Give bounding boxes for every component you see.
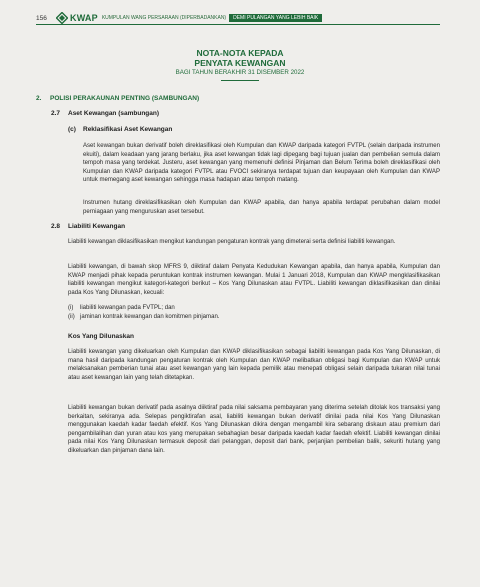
title-subtitle: BAGI TAHUN BERAKHIR 31 DISEMBER 2022 <box>175 69 305 76</box>
heading-text: Aset Kewangan (sambungan) <box>68 110 160 117</box>
title-line-2: PENYATA KEWANGAN <box>194 58 286 68</box>
exceptions-list <box>68 304 440 321</box>
heading-text: Liabiliti Kewangan <box>68 223 126 230</box>
page-title-block <box>0 48 480 81</box>
paragraph-mfrs9: Liabiliti kewangan, di bawah skop MFRS 9, diiktiraf dalam Penyata Kedudukan Kewangan apabila, dan hanya apabila, Kumpulan dan KWAP menjadi pihak kepada peruntukan kontrak instrumen kewangan. Mulai 1 Januari 2018, Kumpulan dan KWAP mengklasifikasikan liabiliti kewangan mengikut kategori-kategori berikut – Kos Yang Dilunaskan atau FVTPL. Liabiliti kewangan diklasifikasikan dan dinilai pada Kos Yang Dilunaskan, kecuali: <box>68 264 440 296</box>
heading-2-8 <box>51 223 125 232</box>
title-line-1: NOTA-NOTA KEPADA <box>196 48 284 58</box>
kwap-logo-icon <box>56 12 68 24</box>
page-header <box>36 11 322 25</box>
section-number: 2. <box>36 95 42 102</box>
subheading-amortised-cost: Kos Yang Dilunaskan <box>68 333 134 340</box>
list-item <box>68 313 440 322</box>
list-item <box>68 304 440 313</box>
kwap-logo <box>56 12 98 24</box>
logo-text: KWAP <box>70 13 98 23</box>
list-text: liabiliti kewangan pada FVTPL; dan <box>80 305 175 311</box>
paragraph-liability-classification: Liabiliti kewangan diklasifikasikan mengikut kandungan pengaturan kontrak yang dimeterai serta definisi liabiliti kewangan. <box>68 239 396 245</box>
subheading-c <box>68 126 172 135</box>
list-marker: (i) <box>68 305 74 311</box>
title-rule <box>221 80 259 81</box>
paragraph-amortised-cost: Liabiliti kewangan yang dikeluarkan oleh Kumpulan dan KWAP diklasifikasikan sebagai liabiliti kewangan pada Kos Yang Dilunaskan, di mana hasil daripada kandungan pengaturan kontrak oleh Kumpulan dan KWAP melibatkan obligasi bagi Kumpulan dan KWAP untuk melaksanakan pemberian tunai atau aset kewangan yang lain kepada pemilik atau menepati obligasi selain daripada tukaran nilai tunai atau aset kewangan lain yang telah ditetapkan. <box>68 349 440 381</box>
page-number: 156 <box>36 14 47 22</box>
subheading-label: (c) <box>68 126 76 133</box>
section-title: POLISI PERAKAUNAN PENTING (SAMBUNGAN) <box>50 95 200 102</box>
list-text: jaminan kontrak kewangan dan komitmen pinjaman. <box>80 313 220 320</box>
subheading-text: Reklasifikasi Aset Kewangan <box>83 126 173 133</box>
heading-number: 2.7 <box>51 110 61 117</box>
section-heading <box>36 95 199 102</box>
list-marker: (ii) <box>68 313 75 320</box>
paragraph-non-derivative: Liabiliti kewangan bukan derivatif pada asalnya diiktiraf pada nilai saksama pembayaran yang diterima setelah ditolak kos transaksi yang berkaitan, sekiranya ada. Selepas pengiktirafan asal, liabiliti kewangan bukan derivatif dinilai pada nilai Kos Yang Dilunaskan menggunakan kaedah kadar faedah efektif. Kos Yang Dilunaskan dikira dengan mengambil kira sebarang diskaun atau premium dari pengambilalihan dan yuran atau kos yang merupakan sebahagian besar daripada kaedah kadar faedah efektif. Liabiliti kewangan dinilai pada nilai Kos Yang Dilunaskan termasuk deposit dari pelanggan, deposit dari bank, perjanjian pembelian balik, sekuriti hutang yang dikeluarkan dan pinjaman dana lain. <box>68 405 440 454</box>
paragraph-debt-instruments: Instrumen hutang direklasifikasikan oleh Kumpulan dan KWAP apabila, dan hanya apabila terdapat perubahan dalam model perniagaan yang menguruskan aset tersebut. <box>83 200 440 215</box>
header-tagline: DEMI PULANGAN YANG LEBIH BAIK <box>229 14 322 22</box>
heading-number: 2.8 <box>51 223 61 230</box>
header-organisation: KUMPULAN WANG PERSARAAN (DIPERBADANKAN) <box>101 15 227 21</box>
paragraph-reclassification: Aset kewangan bukan derivatif boleh direklasifikasi oleh Kumpulan dan KWAP daripada kategori FVTPL (selain daripada instrumen ekuiti), dalam keadaan yang jarang berlaku, jika aset kewangan tidak lagi dipegang bagi tujuan jualan dan pembelian semula dalam tempoh masa yang terdekat. Justeru, aset kewangan yang memenuhi definisi Pinjaman dan Belum Terima boleh direklasifikasi oleh Kumpulan dan KWAP daripada kategori FVTPL atau FVOCI sekiranya terdapat tujuan dan keupayaan oleh Kumpulan dan KWAP untuk memegang aset kewangan sehingga masa hadapan atau tempoh matang. <box>83 143 440 184</box>
heading-2-7 <box>51 110 159 119</box>
header-divider <box>36 24 440 25</box>
